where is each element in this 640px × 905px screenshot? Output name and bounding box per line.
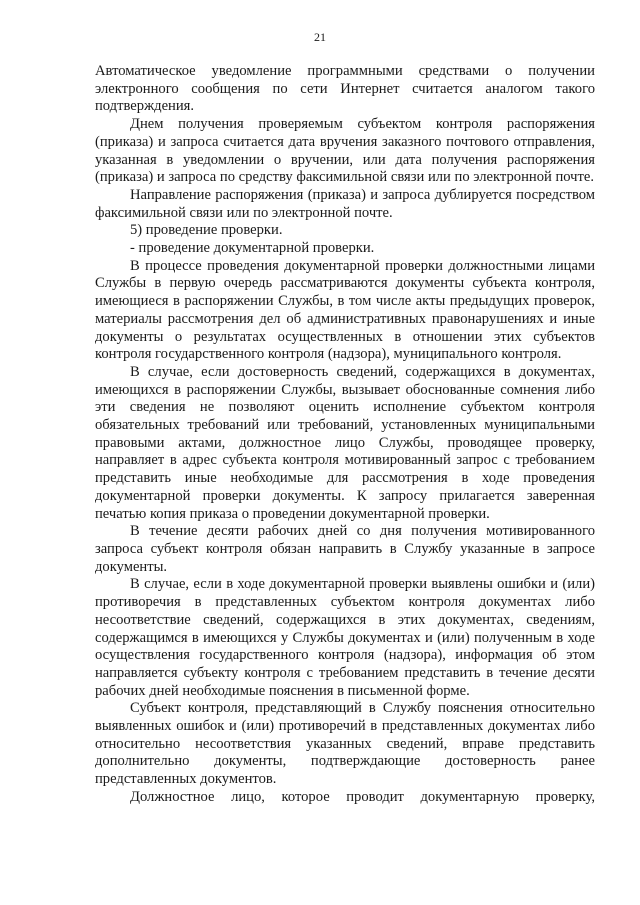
paragraph: Направление распоряжения (приказа) и запроса дублируется посредством факсимильной связи или по электронной почте.	[95, 186, 595, 221]
list-item: 5) проведение проверки.	[130, 222, 283, 239]
paragraph-last-line: Должностное лицо, которое проводит документарную проверку,	[130, 788, 595, 805]
paragraph: В случае, если в ходе документарной проверки выявлены ошибки и (или) противоречия в представленных субъектом контроля документах либо несоответствие сведений, содержащихся в этих документах, сведениям, содержащимся в имеющихся у Службы документах и (или) полученным в ходе осуществления государственного контроля (надзора), информация об этом направляется субъекту контроля с требованием представить в течение десяти рабочих дней необходимые пояснения в письменной форме.	[95, 576, 595, 699]
paragraph: В случае, если достоверность сведений, содержащихся в документах, имеющихся в распоряжении Службы, вызывает обоснованные сомнения либо эти сведения не позволяют оценить исполнение субъектом контроля обязательных требований или требований, установленных муниципальными правовыми актами, должностное лицо Службы, проводящее проверку, направляет в адрес субъекта контроля мотивированный запрос с требованием представить иные необходимые для рассмотрения в ходе проведения документарной проверки документы. К запросу прилагается заверенная печатью копия приказа о проведении документарной проверки.	[95, 363, 595, 522]
paragraph: В процессе проведения документарной проверки должностными лицами Службы в первую очередь рассматриваются документы субъекта контроля, имеющиеся в распоряжении Службы, в том числе акты предыдущих проверок, материалы рассмотрения дел об административных правонарушениях и иные документы о результатах осуществленных в отношении этих субъектов контроля государственного контроля (надзора), муниципального контроля.	[95, 257, 595, 363]
page-body	[95, 63, 595, 807]
paragraph: Днем получения проверяемым субъектом контроля распоряжения (приказа) и запроса считается дата вручения заказного почтового отправления, указанная в уведомлении о вручении, или дата получения распоряжения (приказа) и запроса по средству факсимильной связи или по электронной почте.	[95, 116, 595, 186]
paragraph: Автоматическое уведомление программными средствами о получении электронного сообщения по сети Интернет считается аналогом такого подтверждения.	[95, 63, 595, 115]
paragraph: В течение десяти рабочих дней со дня получения мотивированного запроса субъект контроля обязан направить в Службу указанные в запросе документы.	[95, 523, 595, 575]
paragraph: Субъект контроля, представляющий в Службу пояснения относительно выявленных ошибок и (или) противоречий в представленных документах либо относительно несоответствия указанных сведений, вправе представить дополнительно документы, подтверждающие достоверность ранее представленных документов.	[95, 700, 595, 788]
list-item: - проведение документарной проверки.	[130, 240, 375, 257]
page-number: 21	[314, 30, 326, 44]
